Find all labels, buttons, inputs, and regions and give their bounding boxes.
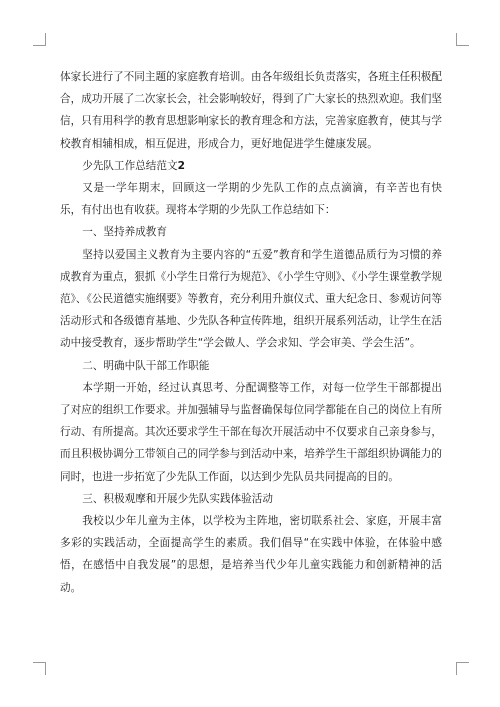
- paragraph-3: 我校以少年儿童为主体，以学校为主阵地，密切联系社会、家庭，开展丰富多彩的实践活动，全面提高学生的素质。我们倡导“在实践中体验，在体验中感悟，在感悟中自我发展”的思想，是培养当代少年儿童实践能力和创新精神的活动。: [60, 515, 442, 594]
- section-title-text: 少先队工作总结范文: [82, 159, 178, 172]
- crop-mark-top-right: [456, 33, 469, 46]
- heading-2: 二、明确中队干部工作职能: [82, 359, 210, 372]
- crop-mark-bottom-right: [456, 662, 469, 675]
- crop-mark-top-left: [33, 33, 46, 46]
- heading-3: 三、积极观摩和开展少先队实践体验活动: [82, 492, 273, 505]
- section-title: [60, 155, 442, 177]
- paragraph-2: 本学期一开始，经过认真思考、分配调整等工作，对每一位学生干部都提出了对应的组织工作要求。并加强辅导与监督确保每位同学都能在自己的岗位上有所行动、有所提高。其次还要求学生干部在每次开展活动中不仅要求自己亲身参与，而且积极协调分工带领自己的同学参与到活动中来，培养学生干部组织协调能力的同时，也进一步拓宽了少先队工作面，以达到少先队员共同提高的目的。: [60, 381, 442, 483]
- heading-1: 一、坚持养成教育: [82, 226, 167, 239]
- paragraph-intro: 又是一学年期末，回顾这一学期的少先队工作的点点滴滴，有辛苦也有快乐，有付出也有收获。现将本学期的少先队工作总结如下：: [60, 182, 442, 217]
- document-body: [60, 66, 442, 599]
- paragraph-continued: 体家长进行了不同主题的家庭教育培训。由各年级组长负责落实，各班主任积极配合，成功开展了二次家长会，社会影响较好，得到了广大家长的热烈欢迎。我们坚信，只有用科学的教育思想影响家长的教育理念和方法，完善家庭教育，使其与学校教育相辅相成，相互促进，形成合力，更好地促进学生健康发展。: [60, 71, 442, 150]
- crop-mark-bottom-left: [33, 662, 46, 675]
- paragraph-1: 坚持以爱国主义教育为主要内容的“五爱”教育和学生道德品质行为习惯的养成教育为重点，狠抓《小学生日常行为规范》、《小学生守则》、《小学生课堂教学规范》、《公民道德实施纲要》等教育，充分利用升旗仪式、重大纪念日、参观访问等活动形式和各级德育基地、少先队各种宣传阵地，组织开展系列活动，让学生在活动中接受教育，逐步帮助学生“学会做人、学会求知、学会审美、学会生活”。: [60, 248, 442, 350]
- section-title-number: 2: [177, 159, 185, 172]
